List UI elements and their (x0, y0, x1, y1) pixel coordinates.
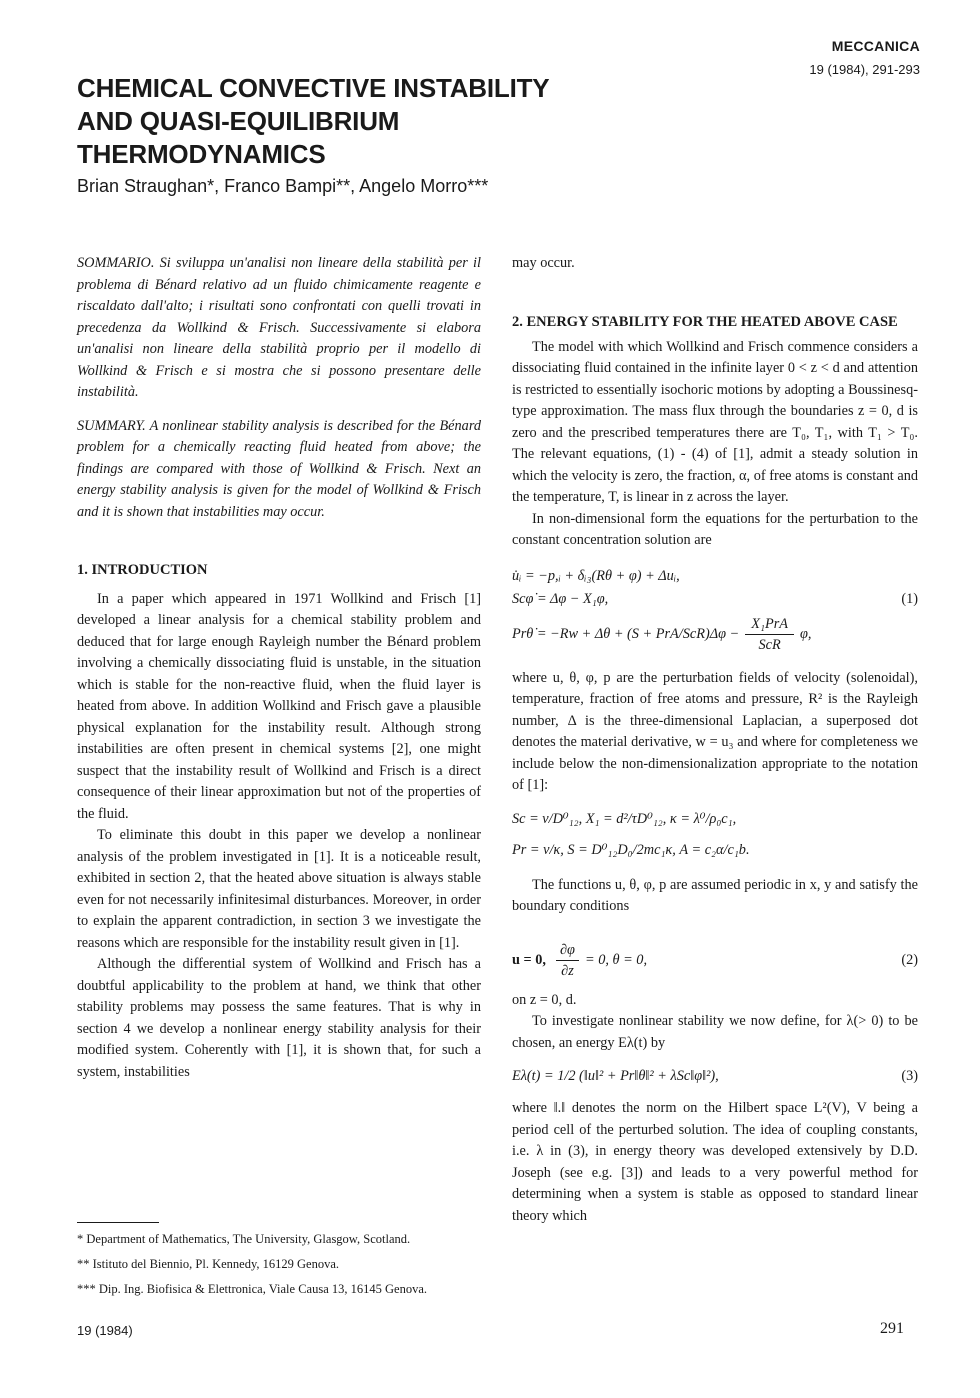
title-line: AND QUASI-EQUILIBRIUM (77, 106, 400, 136)
equation-number: (2) (901, 951, 918, 968)
equation-number: (3) (901, 1068, 918, 1085)
equation-3 (512, 1060, 918, 1094)
equation-line: = 0, θ = 0, (584, 951, 648, 968)
paragraph: In a paper which appeared in 1971 Wollkind and Frisch [1] developed a linear analysis for a chemical stability problem and deduced that for large enough Rayleigh number the Bénard problem involving a chemically dissociating fluid is unstable, in the situation which is stable for the non-reactive fluid, when the fluid layer is heated from above. In addition Wollkind and Frisch gave a plausible physical explanation for the instability result. Although strong instabilities are often present in chemical systems [2], one might suspect that the instability result of Wollkind and Frisch is a direct consequence of their linear approximation but not of the properties of the fluid. (77, 590, 481, 822)
footnotes (77, 1222, 481, 1302)
nondimensional-groups (512, 805, 918, 867)
paragraph: Although the differential system of Wollkind and Frisch has a doubtful applicability to the problem at hand, we think that other stability problems may possess the same features. That is why in section 4 we develop a nonlinear energy stability analysis for their modified system. Coherently with [1], it is shown that, for such a system, instabilities (77, 956, 481, 1080)
equation-line: u = 0, (512, 951, 546, 968)
equation-2 (512, 932, 918, 990)
paragraph: The model with which Wollkind and Frisch commence considers a dissociating fluid contained in the infinite layer 0 < z < d and attention is restricted to essentially isochoric motions by adopting a Boussinesq-type approximation. The mass flux through the boundaries z = 0, d is zero and the prescribed temperatures there are T₀, T₁, with T₁ > T₀. The relevant equations, (1) - (4) of [1], admit a steady solution in which the velocity is zero, the fraction, α, of free atoms is constant and the temperature, T, is linear in z across the layer. (512, 338, 918, 505)
paragraph: In non-dimensional form the equations for the perturbation to the constant concentration solution are (512, 510, 918, 548)
title-line: CHEMICAL CONVECTIVE INSTABILITY (77, 73, 550, 103)
fraction-numerator: ∂φ (556, 940, 579, 961)
equation-line: Eλ(t) = 1/2 (‖u‖² + Pr‖θ‖² + λSc‖φ‖²), (512, 1068, 719, 1085)
equation-line: Scφ̇ = Δφ − X₁φ, (512, 591, 609, 608)
paragraph: To investigate nonlinear stability we now define, for λ(> 0) to be chosen, an energy Eλ(t) by (512, 1013, 918, 1051)
equation-line: u̇ᵢ = −p,ᵢ + δᵢ₃(Rθ + φ) + Δuᵢ, (512, 568, 680, 585)
equation-1 (512, 566, 918, 658)
title-line: THERMODYNAMICS (77, 139, 326, 169)
paragraph: on z = 0, d. (512, 991, 577, 1008)
section-heading: 1. INTRODUCTION (77, 562, 208, 578)
footnote-divider (77, 1222, 159, 1223)
equation-line: φ, (800, 625, 812, 642)
paragraph: To eliminate this doubt in this paper we develop a nonlinear analysis of the problem investigated in [1]. It is a noticeable result, exhibited in section 2, that the heated above situation is always stable even for not necessarily infinitesimal disturbances. Moreover, in order to explain the apparent contradiction, in section 3 we investigate the reasons which are responsible for the instability result given in [1]. (77, 827, 481, 951)
left-column (77, 253, 481, 1083)
equation-line: Prθ̇ = −Rw + Δθ + (S + PrA/ScR)Δφ − (512, 625, 740, 642)
footer-volume: 19 (1984) (77, 1323, 133, 1338)
footnote: ** Istituto del Biennio, Pl. Kennedy, 16129 Genova. (77, 1257, 340, 1271)
volume-reference: 19 (1984), 291-293 (809, 62, 920, 77)
footnote: *** Dip. Ing. Biofisica & Elettronica, Viale Causa 13, 16145 Genova. (77, 1282, 427, 1296)
fraction-denominator: ScR (758, 637, 781, 653)
page-number: 291 (880, 1320, 904, 1337)
section-heading: 2. ENERGY STABILITY FOR THE HEATED ABOVE CASE (512, 313, 898, 330)
paragraph-continuation: may occur. (512, 255, 575, 271)
fraction (556, 940, 579, 981)
fraction (745, 614, 794, 655)
fraction-denominator: ∂z (561, 963, 574, 979)
paragraph: The functions u, θ, φ, p are assumed periodic in x, y and satisfy the boundary conditions (512, 876, 918, 914)
paragraph: where u, θ, φ, p are the perturbation fields of velocity (solenoidal), temperature, fraction of free atoms and pressure, R² is the Rayleigh number, Δ is the three-dimensional Laplacian, a superposed dot denotes the material derivative, w = u₃ and where for completeness we include below the non-dimensionalization appropriate to the notation of [1]: (512, 669, 918, 793)
equation-line: Pr = ν/κ, S = D⁰₁₂D₀/2mc₁κ, A = c₂α/c₁b. (512, 842, 750, 859)
authors: Brian Straughan*, Franco Bampi**, Angelo Morro*** (77, 176, 489, 196)
paragraph: where ‖.‖ denotes the norm on the Hilbert space L²(V), V being a period cell of the perturbed solution. The idea of coupling constants, i.e. λ in (3), in energy theory was developed extensively by D.D. Joseph (see e.g. [3]) and leads to a very powerful method for determining when a system is stable as opposed to standard linear theory which (512, 1100, 918, 1224)
footnote: * Department of Mathematics, The University, Glasgow, Scotland. (77, 1232, 411, 1246)
journal-header (809, 38, 920, 77)
paper-title (77, 72, 697, 171)
journal-name: MECCANICA (831, 38, 920, 54)
abstract-english: SUMMARY. A nonlinear stability analysis is described for the Bénard problem for a chemically reacting fluid heated from above; the findings are compared with those of Wollkind & Frisch. Next an energy stability analysis is given for the model of Wollkind & Frisch and it is shown that instabilities may occur. (77, 417, 481, 520)
equation-number: (1) (901, 591, 918, 608)
abstract-italian: SOMMARIO. Si sviluppa un'analisi non lineare della stabilità per il problema di Bénard relativo ad un fluido chimicamente reagente e riscaldato dall'alto; i risultati sono confrontati con quelli trovati in precedenza da Wollkind & Frisch. Successivamente si elabora un'analisi non lineare della stabilità proprio per il modello di Wollkind & Frisch e si mostra che si possono presentare delle instabilità. (77, 255, 481, 400)
right-column (512, 253, 918, 1227)
equation-line: Sc = ν/D⁰₁₂, X₁ = d²/τD⁰₁₂, κ = λ⁰/ρ₀c₁, (512, 811, 737, 828)
fraction-numerator: X₁PrA (745, 614, 794, 635)
